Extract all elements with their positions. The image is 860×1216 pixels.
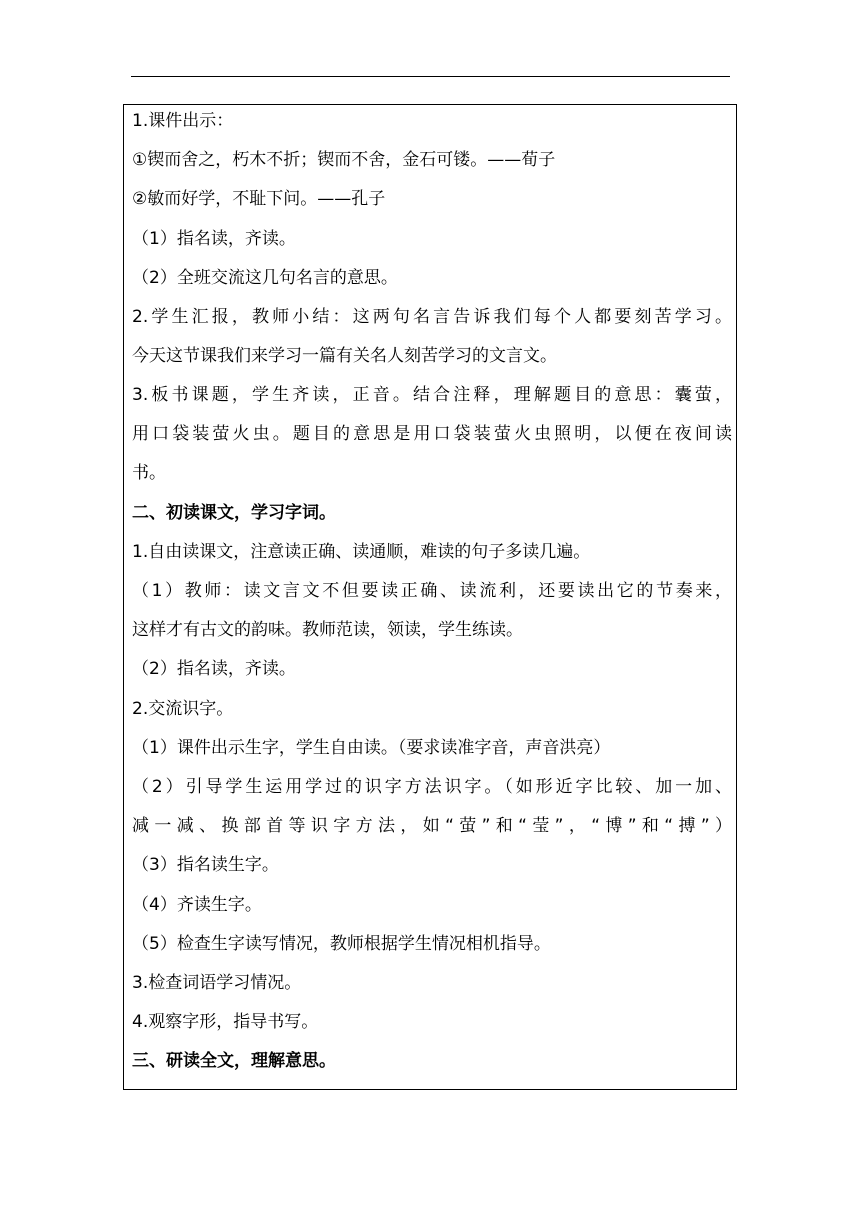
header-rule: [131, 76, 730, 77]
text-line: （5）检查生字读写情况，教师根据学生情况相机指导。: [132, 934, 551, 954]
text-line: ①锲而舍之，朽木不折；锲而不舍，金石可镂。——荀子: [132, 150, 556, 170]
text-line: （3）指名读生字。: [132, 855, 279, 875]
section-heading: 二、初读课文，学习字词。: [132, 503, 336, 523]
text-line: 今天这节课我们来学习一篇有关名人刻苦学习的文言文。: [132, 346, 557, 366]
text-line: 4.观察字形，指导书写。: [132, 1012, 319, 1032]
text-line: （2）全班交流这几句名言的意思。: [132, 268, 398, 288]
text-line: 1.自由读课文，注意读正确、读通顺，难读的句子多读几遍。: [132, 542, 591, 562]
text-line: （1）课件出示生字，学生自由读。（要求读准字音，声音洪亮）: [132, 738, 611, 758]
text-line: （2）指名读，齐读。: [132, 659, 296, 679]
text-line: （1）教师：读文言文不但要读正确、读流利，还要读出它的节奏来，: [132, 581, 732, 601]
text-line: 2.交流识字。: [132, 699, 234, 719]
text-line: 3.检查词语学习情况。: [132, 973, 302, 993]
text-line: 书。: [132, 463, 166, 483]
text-line: ②敏而好学，不耻下问。——孔子: [132, 189, 386, 209]
text-line: 2.学生汇报，教师小结：这两句名言告诉我们每个人都要刻苦学习。: [132, 307, 732, 327]
section-heading: 三、研读全文，理解意思。: [132, 1051, 336, 1071]
text-line: 减一减、换部首等识字方法，如“萤”和“莹”，“博”和“搏”）: [132, 816, 732, 836]
text-line: （4）齐读生字。: [132, 895, 262, 915]
text-line: （1）指名读，齐读。: [132, 229, 296, 249]
text-line: 用口袋装萤火虫。题目的意思是用口袋装萤火虫照明，以便在夜间读: [132, 424, 732, 444]
text-line: 这样才有古文的韵味。教师范读，领读，学生练读。: [132, 620, 523, 640]
text-line: 1.课件出示：: [132, 111, 234, 131]
text-line: （2）引导学生运用学过的识字方法识字。（如形近字比较、加一加、: [132, 777, 732, 797]
text-line: 3.板书课题，学生齐读，正音。结合注释，理解题目的意思：囊萤，: [132, 385, 732, 405]
